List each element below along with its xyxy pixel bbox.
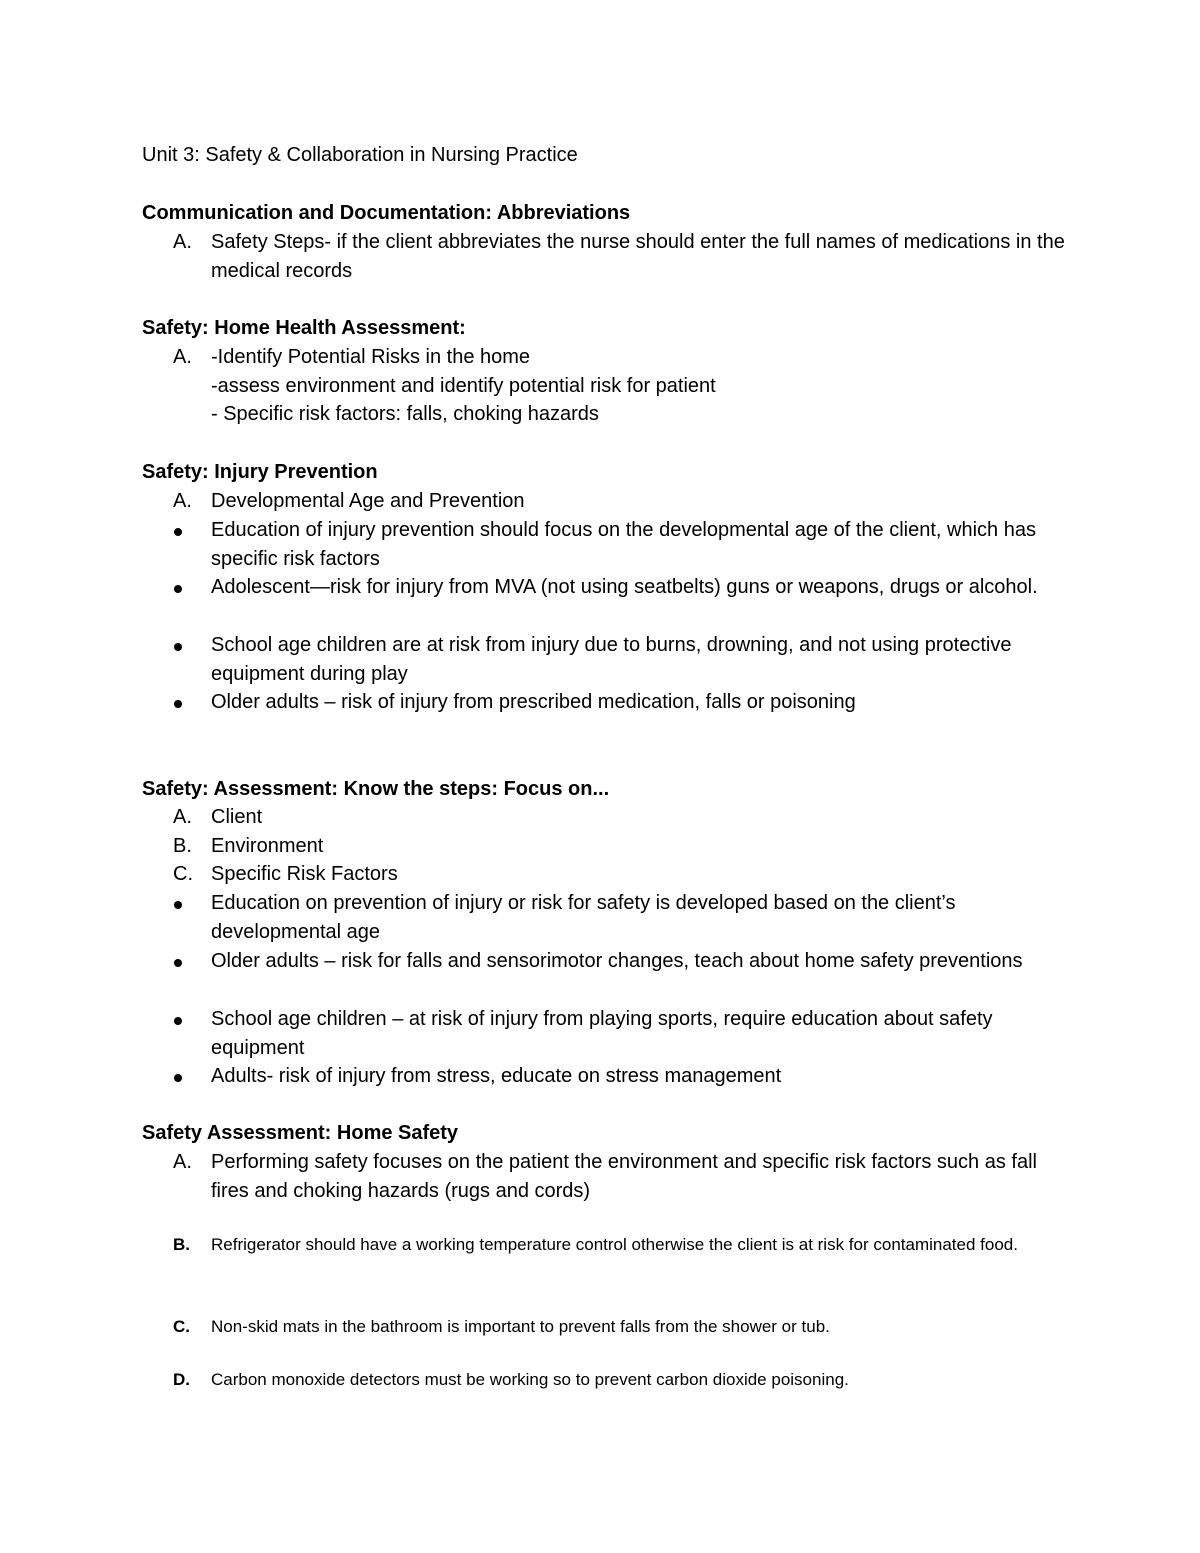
- list-item-text: [211, 343, 1073, 429]
- list-item: [173, 1148, 1073, 1205]
- bullet-item-text: Education of injury prevention should focus on the developmental age of the client, which has specific risk factors: [211, 519, 1036, 570]
- list-item-text: Non-skid mats in the bathroom is important to prevent falls from the shower or tub.: [211, 1317, 830, 1336]
- list-item: [173, 860, 1073, 889]
- section-heading-home-safety: Safety Assessment: Home Safety: [142, 1122, 459, 1144]
- bullet-marker: [173, 688, 211, 717]
- list-item-text: Developmental Age and Prevention: [211, 490, 525, 512]
- list-item-line: -assess environment and identify potential risk for patient: [211, 374, 716, 397]
- bullet-marker: [173, 1005, 211, 1034]
- list-marker: A.: [173, 490, 192, 512]
- list-item-line: - Specific risk factors: falls, choking hazards: [211, 403, 599, 426]
- bullet-marker: [173, 573, 211, 602]
- bullet-item: [173, 889, 1073, 946]
- list-marker: D.: [173, 1370, 190, 1389]
- list-marker: A.: [173, 1151, 192, 1173]
- list-marker: A.: [173, 806, 192, 828]
- document-title: Unit 3: Safety & Collaboration in Nursing Practice: [142, 144, 578, 166]
- list-marker: C.: [173, 1317, 190, 1336]
- section-heading-injury-prevention: Safety: Injury Prevention: [142, 461, 378, 483]
- bullet-item: [173, 516, 1073, 573]
- list-item: [173, 1313, 1073, 1342]
- bullet-item: [173, 573, 1073, 602]
- list-marker: A.: [173, 346, 192, 368]
- list-item: [173, 343, 1073, 429]
- list-marker: C.: [173, 863, 193, 885]
- bullet-item-text: School age children are at risk from injury due to burns, drowning, and not using protective equipment during play: [211, 634, 1012, 685]
- list-item: [173, 228, 1073, 285]
- bullet-item-text: Adolescent—risk for injury from MVA (not using seatbelts) guns or weapons, drugs or alcohol.: [211, 576, 1038, 598]
- section-heading-home-health-assessment: Safety: Home Health Assessment:: [142, 317, 466, 339]
- bullet-item-text: School age children – at risk of injury from playing sports, require education about safety equipment: [211, 1008, 993, 1059]
- list-item-text: Safety Steps- if the client abbreviates the nurse should enter the full names of medications in the medical records: [211, 231, 1065, 282]
- bullet-item-text: Education on prevention of injury or risk for safety is developed based on the client’s developmental age: [211, 892, 956, 943]
- list-item-text: Performing safety focuses on the patient the environment and specific risk factors such as fall fires and choking hazards (rugs and cords): [211, 1151, 1037, 1202]
- list-item: [173, 1231, 1073, 1260]
- bullet-marker: [173, 631, 211, 660]
- section-heading-abbreviations: Communication and Documentation: Abbreviations: [142, 202, 631, 224]
- list-item: [173, 487, 1073, 516]
- list-item-line: -Identify Potential Risks in the home: [211, 346, 531, 368]
- bullet-item: [173, 947, 1073, 976]
- bullet-item: [173, 688, 1073, 717]
- bullet-item-text: Adults- risk of injury from stress, educate on stress management: [211, 1065, 782, 1087]
- bullet-item: [173, 1062, 1073, 1091]
- list-item-text: Client: [211, 806, 263, 828]
- list-item: [173, 832, 1073, 861]
- list-item-text: Specific Risk Factors: [211, 863, 398, 885]
- bullet-item-text: Older adults – risk of injury from prescribed medication, falls or poisoning: [211, 691, 856, 713]
- bullet-item: [173, 1005, 1073, 1062]
- bullet-item-text: Older adults – risk for falls and sensorimotor changes, teach about home safety preventions: [211, 950, 1023, 972]
- bullet-marker: [173, 889, 211, 918]
- bullet-marker: [173, 1062, 211, 1091]
- list-marker: B.: [173, 835, 192, 857]
- list-marker: B.: [173, 1235, 190, 1254]
- list-marker: A.: [173, 231, 192, 253]
- list-item-text: Environment: [211, 835, 324, 857]
- bullet-marker: [173, 947, 211, 976]
- section-heading-assessment-steps: Safety: Assessment: Know the steps: Focus on...: [142, 778, 610, 800]
- list-item-text: Carbon monoxide detectors must be working so to prevent carbon dioxide poisoning.: [211, 1370, 849, 1389]
- bullet-marker: [173, 516, 211, 545]
- list-item: [173, 1366, 1073, 1395]
- bullet-item: [173, 631, 1073, 688]
- list-item-text: Refrigerator should have a working temperature control otherwise the client is at risk for contaminated food.: [211, 1235, 1018, 1254]
- list-item: [173, 803, 1073, 832]
